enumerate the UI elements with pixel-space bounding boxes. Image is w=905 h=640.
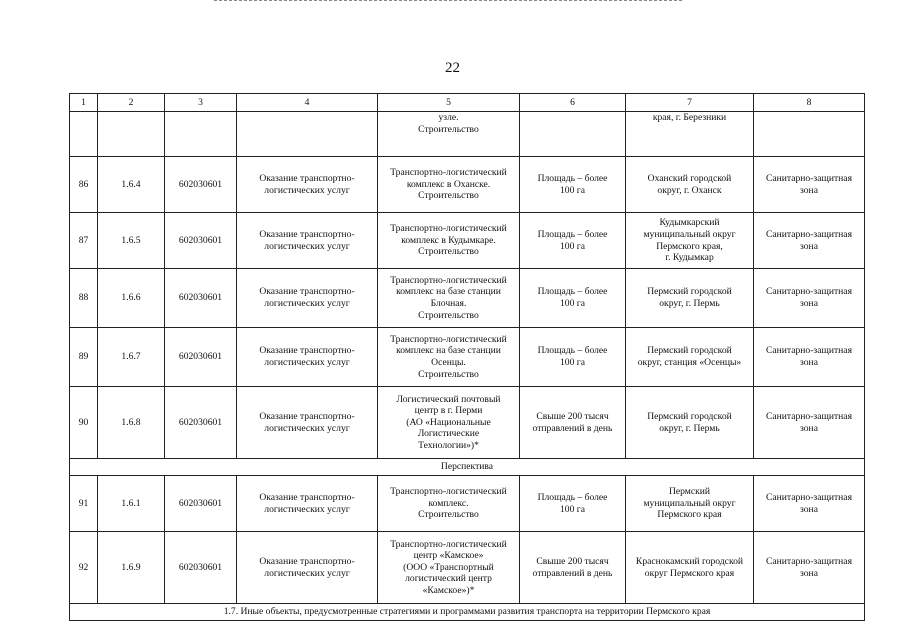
table-header-row xyxy=(70,94,865,112)
row-code-cell: 1.6.5 xyxy=(98,213,165,269)
row-parameter-cell: Площадь – более 100 га xyxy=(520,476,626,532)
row-purpose-cell: Оказание транспортно- логистических услуг xyxy=(237,328,378,387)
row-object-name-cell: Логистический почтовый центр в г. Перми (АО «Национальные Логистические Технологии»)* xyxy=(378,387,520,459)
row-location-cell: Пермский городской округ, г. Пермь xyxy=(626,387,754,459)
row-object-name-cell: Транспортно-логистический центр «Камское» (ООО «Транспортный логистический центр «Камское»)* xyxy=(378,532,520,604)
row-code-cell: 1.6.8 xyxy=(98,387,165,459)
row-zone-cell: Санитарно-защитная зона xyxy=(754,532,865,604)
row-zone-cell: Санитарно-защитная зона xyxy=(754,476,865,532)
row-parameter-cell: Свыше 200 тысяч отправлений в день xyxy=(520,532,626,604)
page-number: 22 xyxy=(445,60,460,76)
table-row xyxy=(70,269,865,328)
table-row xyxy=(70,387,865,459)
table-row xyxy=(70,476,865,532)
row-parameter-cell: Свыше 200 тысяч отправлений в день xyxy=(520,387,626,459)
table-cell xyxy=(98,112,165,157)
section-title-perspective: Перспектива xyxy=(70,459,865,476)
header-cell: 1 xyxy=(70,94,98,112)
row-purpose-cell: Оказание транспортно- логистических услуг xyxy=(237,532,378,604)
table-cell xyxy=(237,112,378,157)
row-location-cell: Кудымкарский муниципальный округ Пермского края, г. Кудымкар xyxy=(626,213,754,269)
continuation-location-cell: края, г. Березники xyxy=(626,112,754,157)
section-row-other xyxy=(70,604,865,621)
row-object-name-cell: Транспортно-логистический комплекс в Кудымкаре. Строительство xyxy=(378,213,520,269)
row-number-cell: 90 xyxy=(70,387,98,459)
table-cell xyxy=(165,112,237,157)
header-cell: 7 xyxy=(626,94,754,112)
row-oktmo-cell: 602030601 xyxy=(165,476,237,532)
row-oktmo-cell: 602030601 xyxy=(165,269,237,328)
row-object-name-cell: Транспортно-логистический комплекс. Строительство xyxy=(378,476,520,532)
row-object-name-cell: Транспортно-логистический комплекс в Оханске. Строительство xyxy=(378,157,520,213)
table-row xyxy=(70,328,865,387)
row-location-cell: Пермский муниципальный округ Пермского края xyxy=(626,476,754,532)
top-divider-line xyxy=(214,0,682,2)
row-oktmo-cell: 602030601 xyxy=(165,532,237,604)
header-cell: 4 xyxy=(237,94,378,112)
row-location-cell: Оханский городской округ, г. Оханск xyxy=(626,157,754,213)
row-code-cell: 1.6.1 xyxy=(98,476,165,532)
row-number-cell: 91 xyxy=(70,476,98,532)
row-object-name-cell: Транспортно-логистический комплекс на базе станции Осенцы. Строительство xyxy=(378,328,520,387)
header-cell: 2 xyxy=(98,94,165,112)
row-purpose-cell: Оказание транспортно- логистических услуг xyxy=(237,476,378,532)
row-object-name-cell: Транспортно-логистический комплекс на базе станции Блочная. Строительство xyxy=(378,269,520,328)
row-zone-cell: Санитарно-защитная зона xyxy=(754,157,865,213)
row-parameter-cell: Площадь – более 100 га xyxy=(520,269,626,328)
table-row xyxy=(70,532,865,604)
continuation-name-cell: узле. Строительство xyxy=(378,112,520,157)
table-row xyxy=(70,213,865,269)
section-row-perspective xyxy=(70,459,865,476)
continuation-row xyxy=(70,112,865,157)
table-cell xyxy=(754,112,865,157)
header-cell: 3 xyxy=(165,94,237,112)
table-row xyxy=(70,157,865,213)
row-zone-cell: Санитарно-защитная зона xyxy=(754,213,865,269)
row-zone-cell: Санитарно-защитная зона xyxy=(754,328,865,387)
table-cell xyxy=(520,112,626,157)
header-cell: 8 xyxy=(754,94,865,112)
row-code-cell: 1.6.9 xyxy=(98,532,165,604)
row-oktmo-cell: 602030601 xyxy=(165,328,237,387)
row-number-cell: 86 xyxy=(70,157,98,213)
row-purpose-cell: Оказание транспортно- логистических услуг xyxy=(237,387,378,459)
objects-table xyxy=(69,93,865,621)
row-oktmo-cell: 602030601 xyxy=(165,157,237,213)
row-purpose-cell: Оказание транспортно- логистических услуг xyxy=(237,213,378,269)
table-cell xyxy=(70,112,98,157)
row-number-cell: 88 xyxy=(70,269,98,328)
row-location-cell: Краснокамский городской округ Пермского края xyxy=(626,532,754,604)
row-parameter-cell: Площадь – более 100 га xyxy=(520,328,626,387)
row-location-cell: Пермский городской округ, станция «Осенцы» xyxy=(626,328,754,387)
row-purpose-cell: Оказание транспортно- логистических услуг xyxy=(237,269,378,328)
row-oktmo-cell: 602030601 xyxy=(165,387,237,459)
row-code-cell: 1.6.6 xyxy=(98,269,165,328)
row-code-cell: 1.6.4 xyxy=(98,157,165,213)
row-parameter-cell: Площадь – более 100 га xyxy=(520,157,626,213)
row-zone-cell: Санитарно-защитная зона xyxy=(754,387,865,459)
section-title-other: 1.7. Иные объекты, предусмотренные стратегиями и программами развития транспорта на территории Пермского края xyxy=(70,604,865,621)
row-oktmo-cell: 602030601 xyxy=(165,213,237,269)
row-zone-cell: Санитарно-защитная зона xyxy=(754,269,865,328)
header-cell: 6 xyxy=(520,94,626,112)
header-cell: 5 xyxy=(378,94,520,112)
row-code-cell: 1.6.7 xyxy=(98,328,165,387)
row-number-cell: 87 xyxy=(70,213,98,269)
row-purpose-cell: Оказание транспортно- логистических услуг xyxy=(237,157,378,213)
row-location-cell: Пермский городской округ, г. Пермь xyxy=(626,269,754,328)
row-number-cell: 92 xyxy=(70,532,98,604)
row-parameter-cell: Площадь – более 100 га xyxy=(520,213,626,269)
row-number-cell: 89 xyxy=(70,328,98,387)
